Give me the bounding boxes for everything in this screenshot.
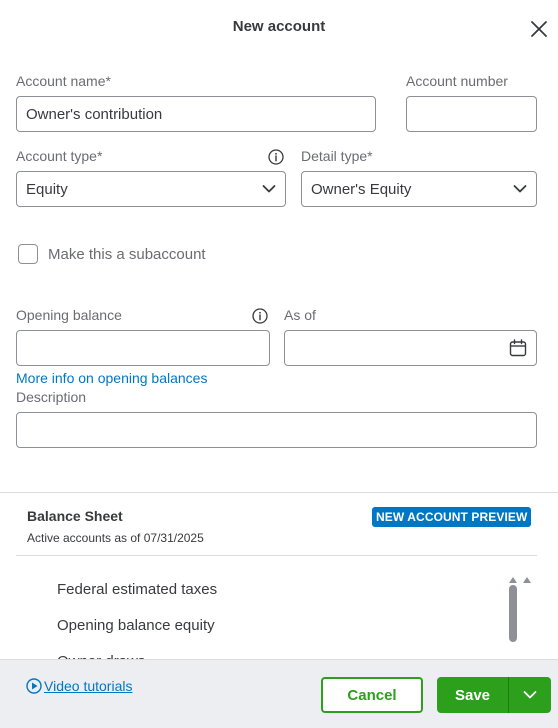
calendar-icon[interactable]	[509, 339, 527, 357]
close-button[interactable]	[530, 20, 548, 38]
opening-balance-input[interactable]	[16, 330, 270, 366]
close-icon	[530, 20, 548, 38]
opening-balance-info-icon[interactable]	[252, 308, 268, 324]
preview-account-item: Federal estimated taxes	[57, 581, 218, 598]
description-input[interactable]	[16, 412, 537, 448]
detail-type-label: Detail type*	[301, 148, 373, 164]
subaccount-checkbox[interactable]	[18, 244, 38, 264]
preview-title: Balance Sheet	[27, 508, 123, 524]
as-of-date-input[interactable]	[284, 330, 537, 366]
new-account-preview-badge: NEW ACCOUNT PREVIEW	[372, 507, 531, 527]
account-name-label: Account name*	[16, 73, 111, 89]
as-of-label: As of	[284, 307, 316, 323]
video-tutorials-label: Video tutorials	[44, 678, 133, 694]
chevron-down-icon	[262, 182, 276, 196]
dialog-title: New account	[232, 18, 326, 35]
save-button[interactable]: Save	[437, 677, 508, 713]
cancel-button[interactable]: Cancel	[321, 677, 423, 713]
chevron-down-icon	[513, 182, 527, 196]
detail-type-select[interactable]	[301, 171, 537, 207]
account-number-label: Account number	[406, 73, 508, 89]
account-type-select[interactable]	[16, 171, 286, 207]
opening-balance-label: Opening balance	[16, 307, 122, 323]
preview-account-item: Opening balance equity	[57, 617, 215, 634]
chevron-down-icon	[523, 688, 537, 702]
section-divider	[0, 492, 558, 493]
save-options-dropdown[interactable]	[509, 677, 551, 713]
play-circle-icon	[26, 678, 42, 694]
preview-scrollbar-thumb[interactable]	[509, 585, 517, 642]
preview-subtitle: Active accounts as of 07/31/2025	[27, 531, 204, 545]
account-number-input[interactable]	[406, 96, 537, 132]
account-name-input[interactable]	[16, 96, 376, 132]
subaccount-label: Make this a subaccount	[48, 246, 206, 263]
account-type-info-icon[interactable]	[268, 149, 284, 165]
video-tutorials-link[interactable]	[26, 678, 132, 694]
more-info-opening-balances-link[interactable]: More info on opening balances	[16, 370, 208, 386]
detail-type-value: Owner's Equity	[311, 180, 412, 198]
account-type-label: Account type*	[16, 148, 103, 164]
account-type-value: Equity	[26, 180, 68, 198]
description-label: Description	[16, 389, 87, 405]
preview-divider	[16, 555, 537, 556]
